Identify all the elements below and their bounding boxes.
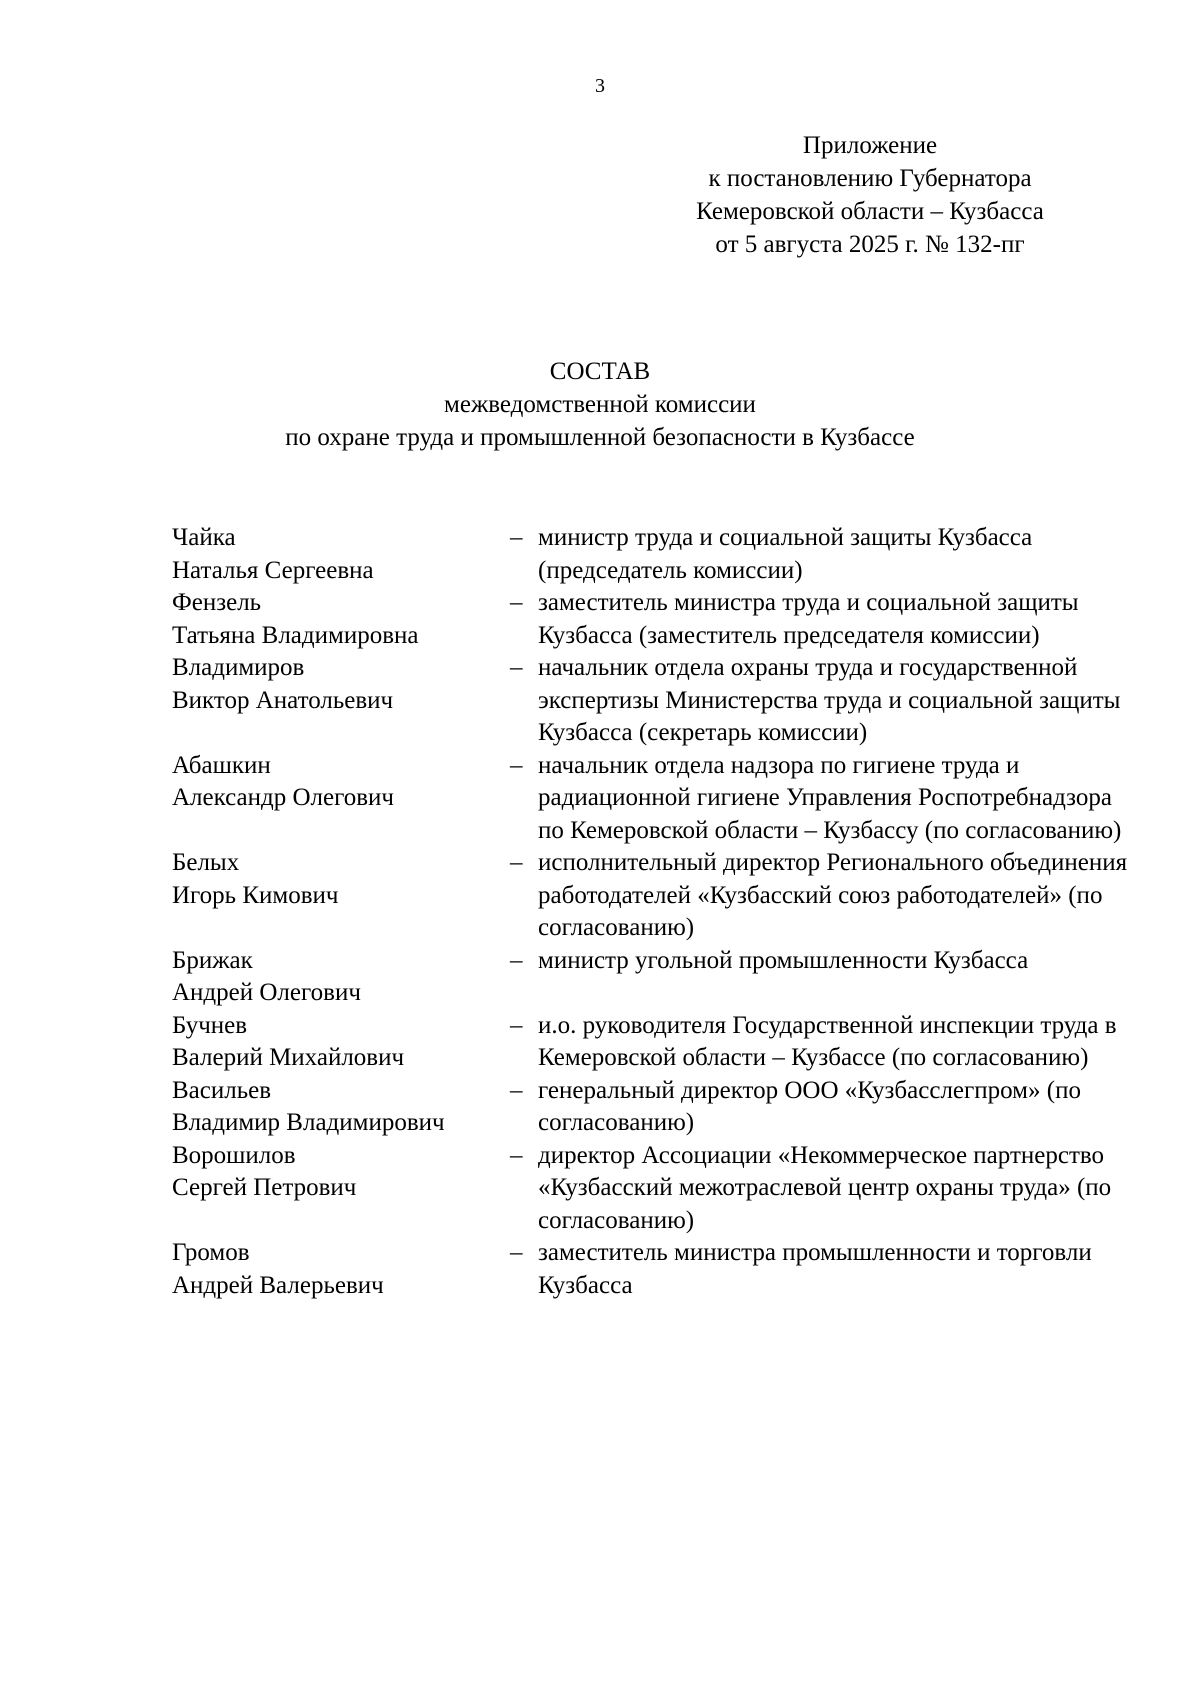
member-given-names: Татьяна Владимировна bbox=[172, 621, 419, 649]
member-role: директор Ассоциации «Некоммерческое партнерство «Кузбасский межотраслевой центр охраны труда» (по согласованию) bbox=[538, 1141, 1112, 1234]
member-given-names: Валерий Михайлович bbox=[172, 1044, 405, 1071]
appendix-line: Кемеровской области – Кузбасса bbox=[696, 198, 1044, 225]
member-surname: Абашкин bbox=[172, 751, 271, 779]
dash-separator: – bbox=[510, 1076, 523, 1104]
member-name bbox=[172, 1237, 510, 1302]
member-role: начальник отдела надзора по гигиене труда и радиационной гигиене Управления Роспотребнадзора по Кемеровской области – Кузбассу (по согласованию) bbox=[538, 751, 1122, 844]
member-row bbox=[172, 847, 1152, 945]
title-line: по охране труда и промышленной безопасности в Кузбассе bbox=[285, 424, 915, 451]
member-role: министр труда и социальной защиты Кузбасса (председатель комиссии) bbox=[538, 524, 1033, 584]
member-given-names: Виктор Анатольевич bbox=[172, 686, 394, 714]
page-number: 3 bbox=[595, 75, 605, 97]
appendix-line: к постановлению Губернатора bbox=[708, 165, 1032, 192]
member-role: министр угольной промышленности Кузбасса bbox=[538, 946, 1029, 974]
dash-separator: – bbox=[510, 849, 523, 876]
member-name bbox=[172, 847, 510, 945]
member-surname: Бучнев bbox=[172, 1011, 248, 1039]
member-role: генеральный директор ООО «Кузбасслегпром» (по согласованию) bbox=[538, 1076, 1081, 1136]
dash-separator: – bbox=[510, 946, 523, 974]
appendix-line: Приложение bbox=[802, 132, 938, 159]
member-role: заместитель министра промышленности и торговли Кузбасса bbox=[538, 1239, 1092, 1299]
member-surname: Владимиров bbox=[172, 654, 305, 681]
member-name bbox=[172, 1140, 510, 1238]
document-title bbox=[150, 355, 1050, 454]
dash-separator: – bbox=[510, 589, 523, 616]
dash-separator: – bbox=[510, 1011, 523, 1039]
member-surname: Громов bbox=[172, 1239, 250, 1266]
member-given-names: Наталья Сергеевна bbox=[172, 556, 374, 584]
member-role: заместитель министра труда и социальной защиты Кузбасса (заместитель председателя комиссии) bbox=[538, 589, 1079, 649]
member-surname: Васильев bbox=[172, 1076, 272, 1104]
member-surname: Чайка bbox=[172, 524, 236, 551]
member-surname: Ворошилов bbox=[172, 1141, 296, 1169]
member-name bbox=[172, 1010, 510, 1075]
member-given-names: Андрей Валерьевич bbox=[172, 1271, 384, 1299]
member-name bbox=[172, 1075, 510, 1140]
member-row bbox=[172, 1075, 1152, 1140]
member-role: и.о. руководителя Государственной инспекции труда в Кемеровской области – Кузбассе (по согласованию) bbox=[538, 1011, 1117, 1071]
member-name bbox=[172, 522, 510, 587]
member-name bbox=[172, 750, 510, 848]
member-surname: Белых bbox=[172, 849, 240, 876]
member-row bbox=[172, 1237, 1152, 1302]
member-row bbox=[172, 750, 1152, 848]
dash-separator: – bbox=[510, 524, 523, 551]
member-row bbox=[172, 1010, 1152, 1075]
member-row bbox=[172, 1140, 1152, 1238]
member-surname: Фензель bbox=[172, 589, 262, 616]
member-role: начальник отдела охраны труда и государственной экспертизы Министерства труда и социальной защиты Кузбасса (секретарь комиссии) bbox=[538, 654, 1121, 746]
dash-separator: – bbox=[510, 1141, 523, 1169]
member-given-names: Андрей Олегович bbox=[172, 979, 361, 1006]
dash-separator: – bbox=[510, 1239, 523, 1266]
dash-separator: – bbox=[510, 751, 523, 779]
member-given-names: Александр Олегович bbox=[172, 784, 395, 811]
member-surname: Брижак bbox=[172, 946, 253, 974]
member-name bbox=[172, 652, 510, 750]
member-role: исполнительный директор Регионального объединения работодателей «Кузбасский союз работодателей» (по согласованию) bbox=[538, 849, 1128, 941]
member-given-names: Игорь Кимович bbox=[172, 881, 339, 909]
member-name bbox=[172, 945, 510, 1010]
appendix-line: от 5 августа 2025 г. № 132-пг bbox=[715, 231, 1025, 258]
member-given-names: Владимир Владимирович bbox=[172, 1109, 445, 1136]
title-line: межведомственной комиссии bbox=[444, 391, 756, 418]
member-name bbox=[172, 587, 510, 652]
member-list bbox=[172, 522, 1152, 1302]
appendix-header bbox=[660, 129, 1080, 261]
member-row bbox=[172, 945, 1152, 1010]
dash-separator: – bbox=[510, 654, 523, 681]
member-row bbox=[172, 652, 1152, 750]
member-given-names: Сергей Петрович bbox=[172, 1174, 357, 1201]
member-row bbox=[172, 522, 1152, 587]
title-line: СОСТАВ bbox=[549, 358, 651, 385]
member-row bbox=[172, 587, 1152, 652]
